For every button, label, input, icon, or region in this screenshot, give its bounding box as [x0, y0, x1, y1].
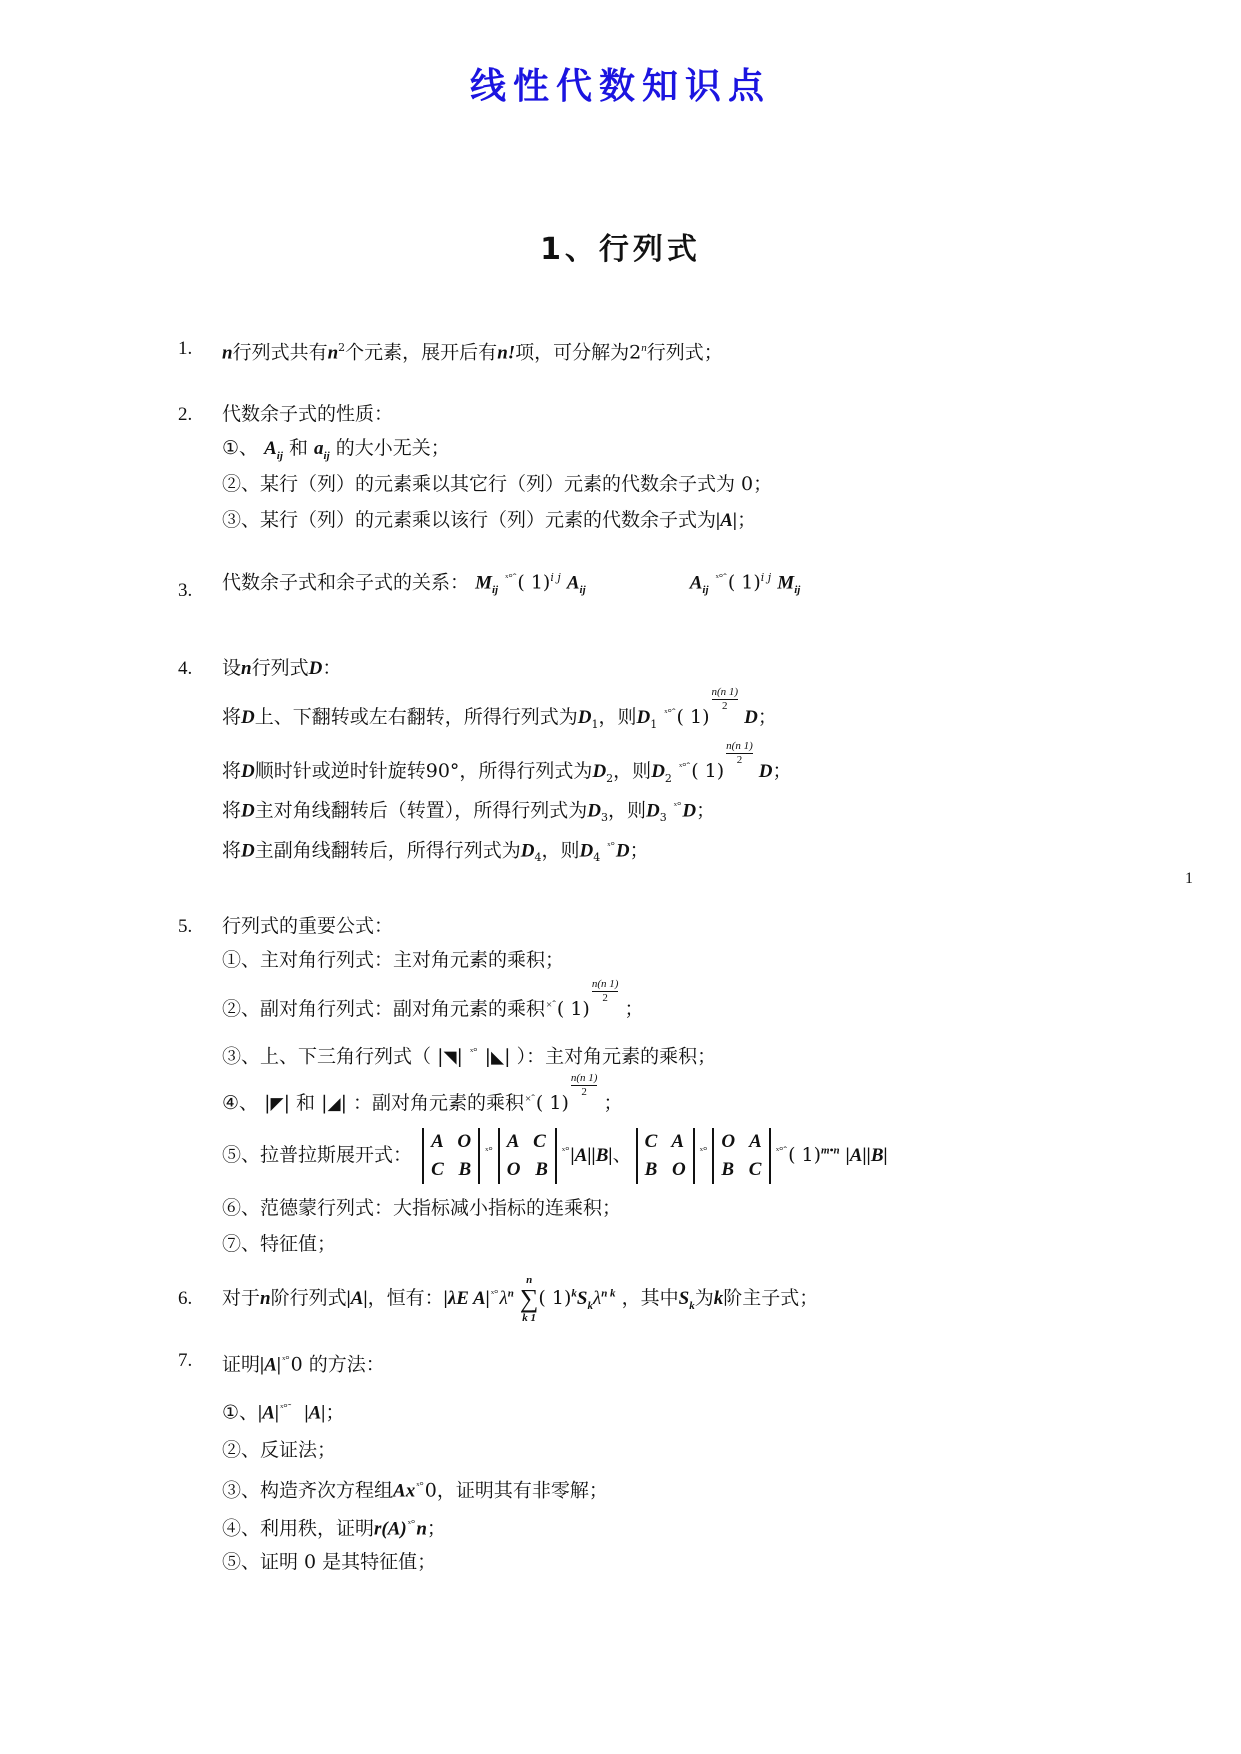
math-var: D [308, 658, 323, 679]
item-4-line-3 [222, 740, 792, 791]
text: 将 [222, 706, 242, 728]
math-var: n [222, 342, 233, 364]
text: 主对角线翻转后（转置），所得行列式为 [254, 799, 588, 822]
subscript: ij [491, 584, 499, 597]
matrix-determinant [712, 1128, 770, 1184]
section-title: 1、行列式 [540, 232, 701, 267]
equals-glyph: ˣ° [673, 800, 682, 812]
math-abs-product: |A||B| [845, 1145, 888, 1166]
text: 顺时针或逆时针旋转90°，所得行列式为 [254, 760, 593, 782]
math-var: D [241, 800, 255, 822]
item-7-line-1 [222, 1348, 385, 1377]
equals-glyph: ˣ° [470, 1046, 478, 1058]
equals-glyph: ˣ°ˆ [715, 572, 727, 584]
item-number: 7. [178, 1350, 193, 1371]
superscript: n [641, 342, 647, 354]
math-sign: ( 1) [788, 1144, 822, 1166]
math-var: D [241, 707, 255, 728]
matrix-row: C B [431, 1159, 472, 1180]
abs-bar: | [321, 1092, 328, 1114]
math-var: D [651, 761, 665, 782]
equals-glyph: ˣ° [282, 1354, 290, 1366]
subscript: ij [794, 584, 801, 597]
text: 0，证明其有非零解； [424, 1479, 608, 1502]
math-var: D [520, 840, 535, 862]
exponent-fraction [712, 686, 739, 713]
text: ； [629, 839, 649, 862]
text: ； [757, 706, 777, 728]
subscript: ij [579, 584, 586, 597]
math-var: A [264, 438, 277, 459]
item-5-line-4 [222, 1040, 716, 1069]
item-4-line-4 [222, 794, 715, 830]
abs-bar: | [456, 1045, 463, 1068]
superscript: n k [601, 1287, 616, 1300]
item-7-line-3: ②、反证法； [222, 1439, 337, 1461]
superscript: 2 [338, 341, 346, 354]
text: ④、利用秩，证明 [222, 1517, 375, 1540]
math-var: a [314, 438, 324, 459]
text: ，则 [541, 839, 580, 862]
math-var: Ax [393, 1480, 416, 1502]
matrix-row: C A [644, 1131, 685, 1152]
math-var: D [592, 761, 607, 782]
text: 阶主子式； [723, 1287, 819, 1309]
text: 上、下翻转或左右翻转，所得行列式为 [254, 706, 578, 728]
item-2-line-3: ②、某行（列）的元素乘以其它行（列）元素的代数余子式为 0； [222, 473, 773, 495]
math-sign: ( 1) [535, 1092, 569, 1114]
math-var: D [579, 840, 594, 862]
superscript: n [507, 1287, 514, 1300]
math-var: D [636, 707, 651, 728]
exponent-fraction [571, 1072, 598, 1099]
text: 行列式共有 [232, 341, 328, 364]
item-2-line-2 [222, 436, 450, 468]
text: 将 [222, 760, 242, 782]
text: ④、 [222, 1092, 259, 1114]
matrix-row: B O [644, 1159, 686, 1180]
math-var: D [646, 800, 660, 822]
item-1-line [222, 336, 723, 365]
fraction-numerator: n(n 1) [591, 978, 619, 990]
math-var: λ [499, 1288, 508, 1309]
exponent-fraction [592, 978, 619, 1005]
math-sign: ( 1) [676, 706, 710, 728]
math-var: n [241, 658, 252, 679]
item-5-line-5 [222, 1072, 623, 1116]
math-var: S [576, 1288, 588, 1309]
matrix-determinant [498, 1128, 557, 1184]
math-var: D [615, 840, 630, 862]
exponent: i j [760, 571, 772, 584]
item-5-line-7: ⑥、范德蒙行列式：大指标减小指标的连乘积； [222, 1197, 622, 1219]
math-sign: ( 1) [556, 998, 590, 1020]
math-var: D [577, 707, 592, 728]
times-glyph: ×ˆ [525, 1092, 535, 1105]
math-sign: ( 1) [727, 571, 761, 594]
math-abs: |A| [304, 1402, 326, 1424]
matrix-row: A O [431, 1131, 472, 1152]
item-5-line-8: ⑦、特征值； [222, 1233, 337, 1255]
text: 、 [612, 1144, 632, 1166]
text: 项，可分解为2 [515, 341, 642, 364]
text: 个元素，展开后有 [345, 341, 498, 364]
item-5-line-6 [222, 1128, 888, 1184]
text: 行列式； [646, 341, 723, 364]
text: ； [772, 760, 792, 782]
lower-triangle-icon: ◣ [491, 1047, 505, 1068]
item-number: 6. [178, 1288, 193, 1309]
fraction-numerator: n(n 1) [711, 686, 739, 698]
item-6-line [222, 1274, 818, 1324]
text: ； [325, 1401, 345, 1424]
math-var: A [566, 572, 580, 594]
subscript: 2 [606, 771, 614, 785]
item-number: 1. [178, 338, 193, 359]
math-abs: |A| [346, 1288, 368, 1309]
text: 阶行列式 [270, 1287, 347, 1309]
text: ③、构造齐次方程组 [222, 1479, 394, 1502]
fraction-numerator: n(n 1) [726, 740, 753, 752]
subscript: ij [323, 449, 330, 462]
text: ，则 [608, 799, 647, 822]
summation [520, 1274, 539, 1324]
text: ①、 [222, 1401, 259, 1424]
text: 主副角线翻转后，所得行列式为 [254, 839, 521, 862]
text: 的大小无关； [335, 437, 450, 459]
text: 为 [694, 1287, 714, 1309]
text: 设 [222, 657, 242, 679]
subscript: k [689, 1299, 695, 1312]
math-var: n! [497, 342, 516, 364]
math-var: A [689, 572, 703, 594]
subscript: 4 [593, 851, 601, 865]
math-abs: |λE A| [443, 1288, 490, 1309]
text: 0 的方法： [290, 1353, 385, 1376]
equals-glyph: ˣ° [407, 1518, 416, 1530]
item-7-line-2 [222, 1396, 345, 1425]
sigma-icon: ∑ [519, 1284, 539, 1313]
item-number: 2. [178, 404, 193, 425]
equals-glyph: ˣ° [561, 1144, 570, 1157]
fraction-denominator: 2 [726, 753, 753, 767]
fraction-denominator: 2 [592, 991, 619, 1005]
abs-bar: | [504, 1045, 511, 1068]
subscript: 1 [650, 717, 658, 731]
subscript: ij [276, 449, 283, 462]
text: 证明 [222, 1353, 261, 1376]
text: ：副对角元素的乘积 [353, 1092, 525, 1114]
equals-glyph: ˣ° [699, 1144, 708, 1157]
item-7-line-5 [222, 1512, 446, 1541]
matrix-row: B C [721, 1159, 762, 1180]
text: 和 [296, 1092, 316, 1114]
exponent: m•n [821, 1144, 840, 1157]
math-sign: ( 1) [517, 571, 551, 594]
item-5-line-2: ①、主对角行列式：主对角元素的乘积； [222, 949, 565, 971]
item-5-line-1: 行列式的重要公式： [222, 915, 394, 937]
subscript: 3 [659, 811, 667, 825]
text: ； [696, 799, 716, 822]
math-var: n [416, 1518, 427, 1540]
text: ）：主对角元素的乘积； [516, 1045, 717, 1068]
item-4-line-5 [222, 834, 649, 870]
item-7-line-6: ⑤、证明 0 是其特征值； [222, 1551, 437, 1573]
sum-lower-limit: k 1 [522, 1312, 537, 1324]
matrix-row: O B [506, 1159, 548, 1180]
math-abs: |A| [258, 1402, 280, 1424]
equals-glyph: ˣ° [607, 840, 615, 852]
math-abs-product: |A||B| [570, 1145, 613, 1166]
item-number: 4. [178, 658, 193, 679]
text: ； [624, 998, 644, 1020]
text: ； [603, 1092, 623, 1114]
math-var: S [678, 1288, 690, 1309]
equals-glyph: ˣ°˜ [280, 1402, 292, 1414]
text: ： [322, 657, 342, 679]
math-var: D [587, 800, 601, 822]
math-var: n [327, 342, 339, 364]
text: 对于 [222, 1287, 261, 1309]
superscript: k [571, 1287, 577, 1300]
text: ，恒有： [367, 1287, 444, 1309]
sum-upper-limit: n [526, 1274, 533, 1286]
text: ②、副对角行列式：副对角元素的乘积 [222, 998, 546, 1020]
math-abs: |A| [716, 510, 738, 531]
abs-bar: | [264, 1092, 271, 1114]
math-var: λ [592, 1288, 602, 1309]
subscript: 1 [591, 717, 599, 731]
subscript: 4 [534, 851, 542, 865]
math-var: D [682, 800, 697, 822]
exponent-fraction [726, 740, 753, 767]
text: ⑤、拉普拉斯展开式： [222, 1144, 413, 1166]
exponent: i j [550, 571, 561, 584]
math-var: n [260, 1288, 271, 1309]
fraction-numerator: n(n 1) [570, 1072, 598, 1084]
text: 将 [222, 799, 242, 822]
item-2-line-4 [222, 508, 756, 533]
text: 代数余子式和余子式的关系： [222, 571, 470, 594]
equals-glyph: ˣ°ˆ [678, 760, 691, 773]
lower-right-triangle-icon: ◢ [327, 1094, 341, 1114]
fraction-denominator: 2 [712, 699, 739, 713]
equals-glyph: ˣ°ˆ [505, 572, 517, 584]
text: ，其中 [621, 1287, 679, 1309]
math-var: r(A) [374, 1518, 407, 1540]
abs-bar: | [283, 1092, 290, 1114]
math-var: M [475, 572, 492, 594]
text: ③、某行（列）的元素乘以该行（列）元素的代数余子式为 [222, 509, 717, 531]
upper-triangle-icon: ◥ [443, 1047, 457, 1068]
matrix-determinant [422, 1128, 480, 1184]
item-3-line [222, 566, 800, 602]
item-7-line-4 [222, 1474, 608, 1503]
item-4-line-1 [222, 656, 341, 681]
text: ，则 [613, 760, 652, 782]
item-4-line-2 [222, 686, 777, 737]
subscript: ij [702, 584, 709, 597]
item-5-line-3 [222, 978, 644, 1021]
text: 将 [222, 839, 242, 862]
matrix-row: A C [506, 1131, 546, 1152]
item-2-line-1: 代数余子式的性质： [222, 403, 394, 425]
text: ； [426, 1517, 446, 1540]
math-abs: |A| [260, 1354, 282, 1376]
equals-glyph: ˣ°ˆ [664, 706, 676, 719]
fraction-denominator: 2 [571, 1085, 598, 1099]
text: ，则 [598, 706, 637, 728]
equals-glyph: ˣ° [490, 1287, 499, 1300]
item-number: 5. [178, 916, 193, 937]
text: ①、 [222, 437, 259, 459]
text: ； [737, 509, 757, 531]
equals-glyph: ˣ°ˆ [775, 1144, 788, 1157]
math-sign: ( 1) [538, 1287, 572, 1309]
abs-bar: | [340, 1092, 347, 1114]
page-number: 1 [1185, 870, 1193, 887]
math-var: M [777, 572, 795, 594]
math-sign: ( 1) [691, 760, 725, 782]
times-glyph: ×ˆ [546, 998, 556, 1011]
equals-glyph: ˣ° [485, 1144, 493, 1157]
item-number: 3. [178, 580, 193, 601]
math-var: D [241, 761, 255, 782]
subscript: k [587, 1299, 593, 1312]
subscript: 2 [664, 771, 672, 785]
equals-glyph: ˣ° [416, 1480, 424, 1492]
text: ③、上、下三角行列式（ [222, 1045, 432, 1068]
matrix-row: O A [721, 1131, 762, 1152]
matrix-determinant [636, 1128, 695, 1184]
math-var: D [241, 840, 255, 862]
subscript: 3 [601, 811, 608, 825]
math-var: D [744, 707, 758, 728]
abs-bar: | [437, 1045, 444, 1068]
abs-bar: | [484, 1045, 492, 1068]
text: 和 [288, 437, 308, 459]
document-title: 线性代数知识点 [469, 66, 771, 107]
text: 行列式 [251, 657, 309, 679]
math-var: D [758, 761, 773, 782]
math-var: k [713, 1288, 724, 1309]
upper-left-triangle-icon: ◤ [270, 1094, 284, 1114]
